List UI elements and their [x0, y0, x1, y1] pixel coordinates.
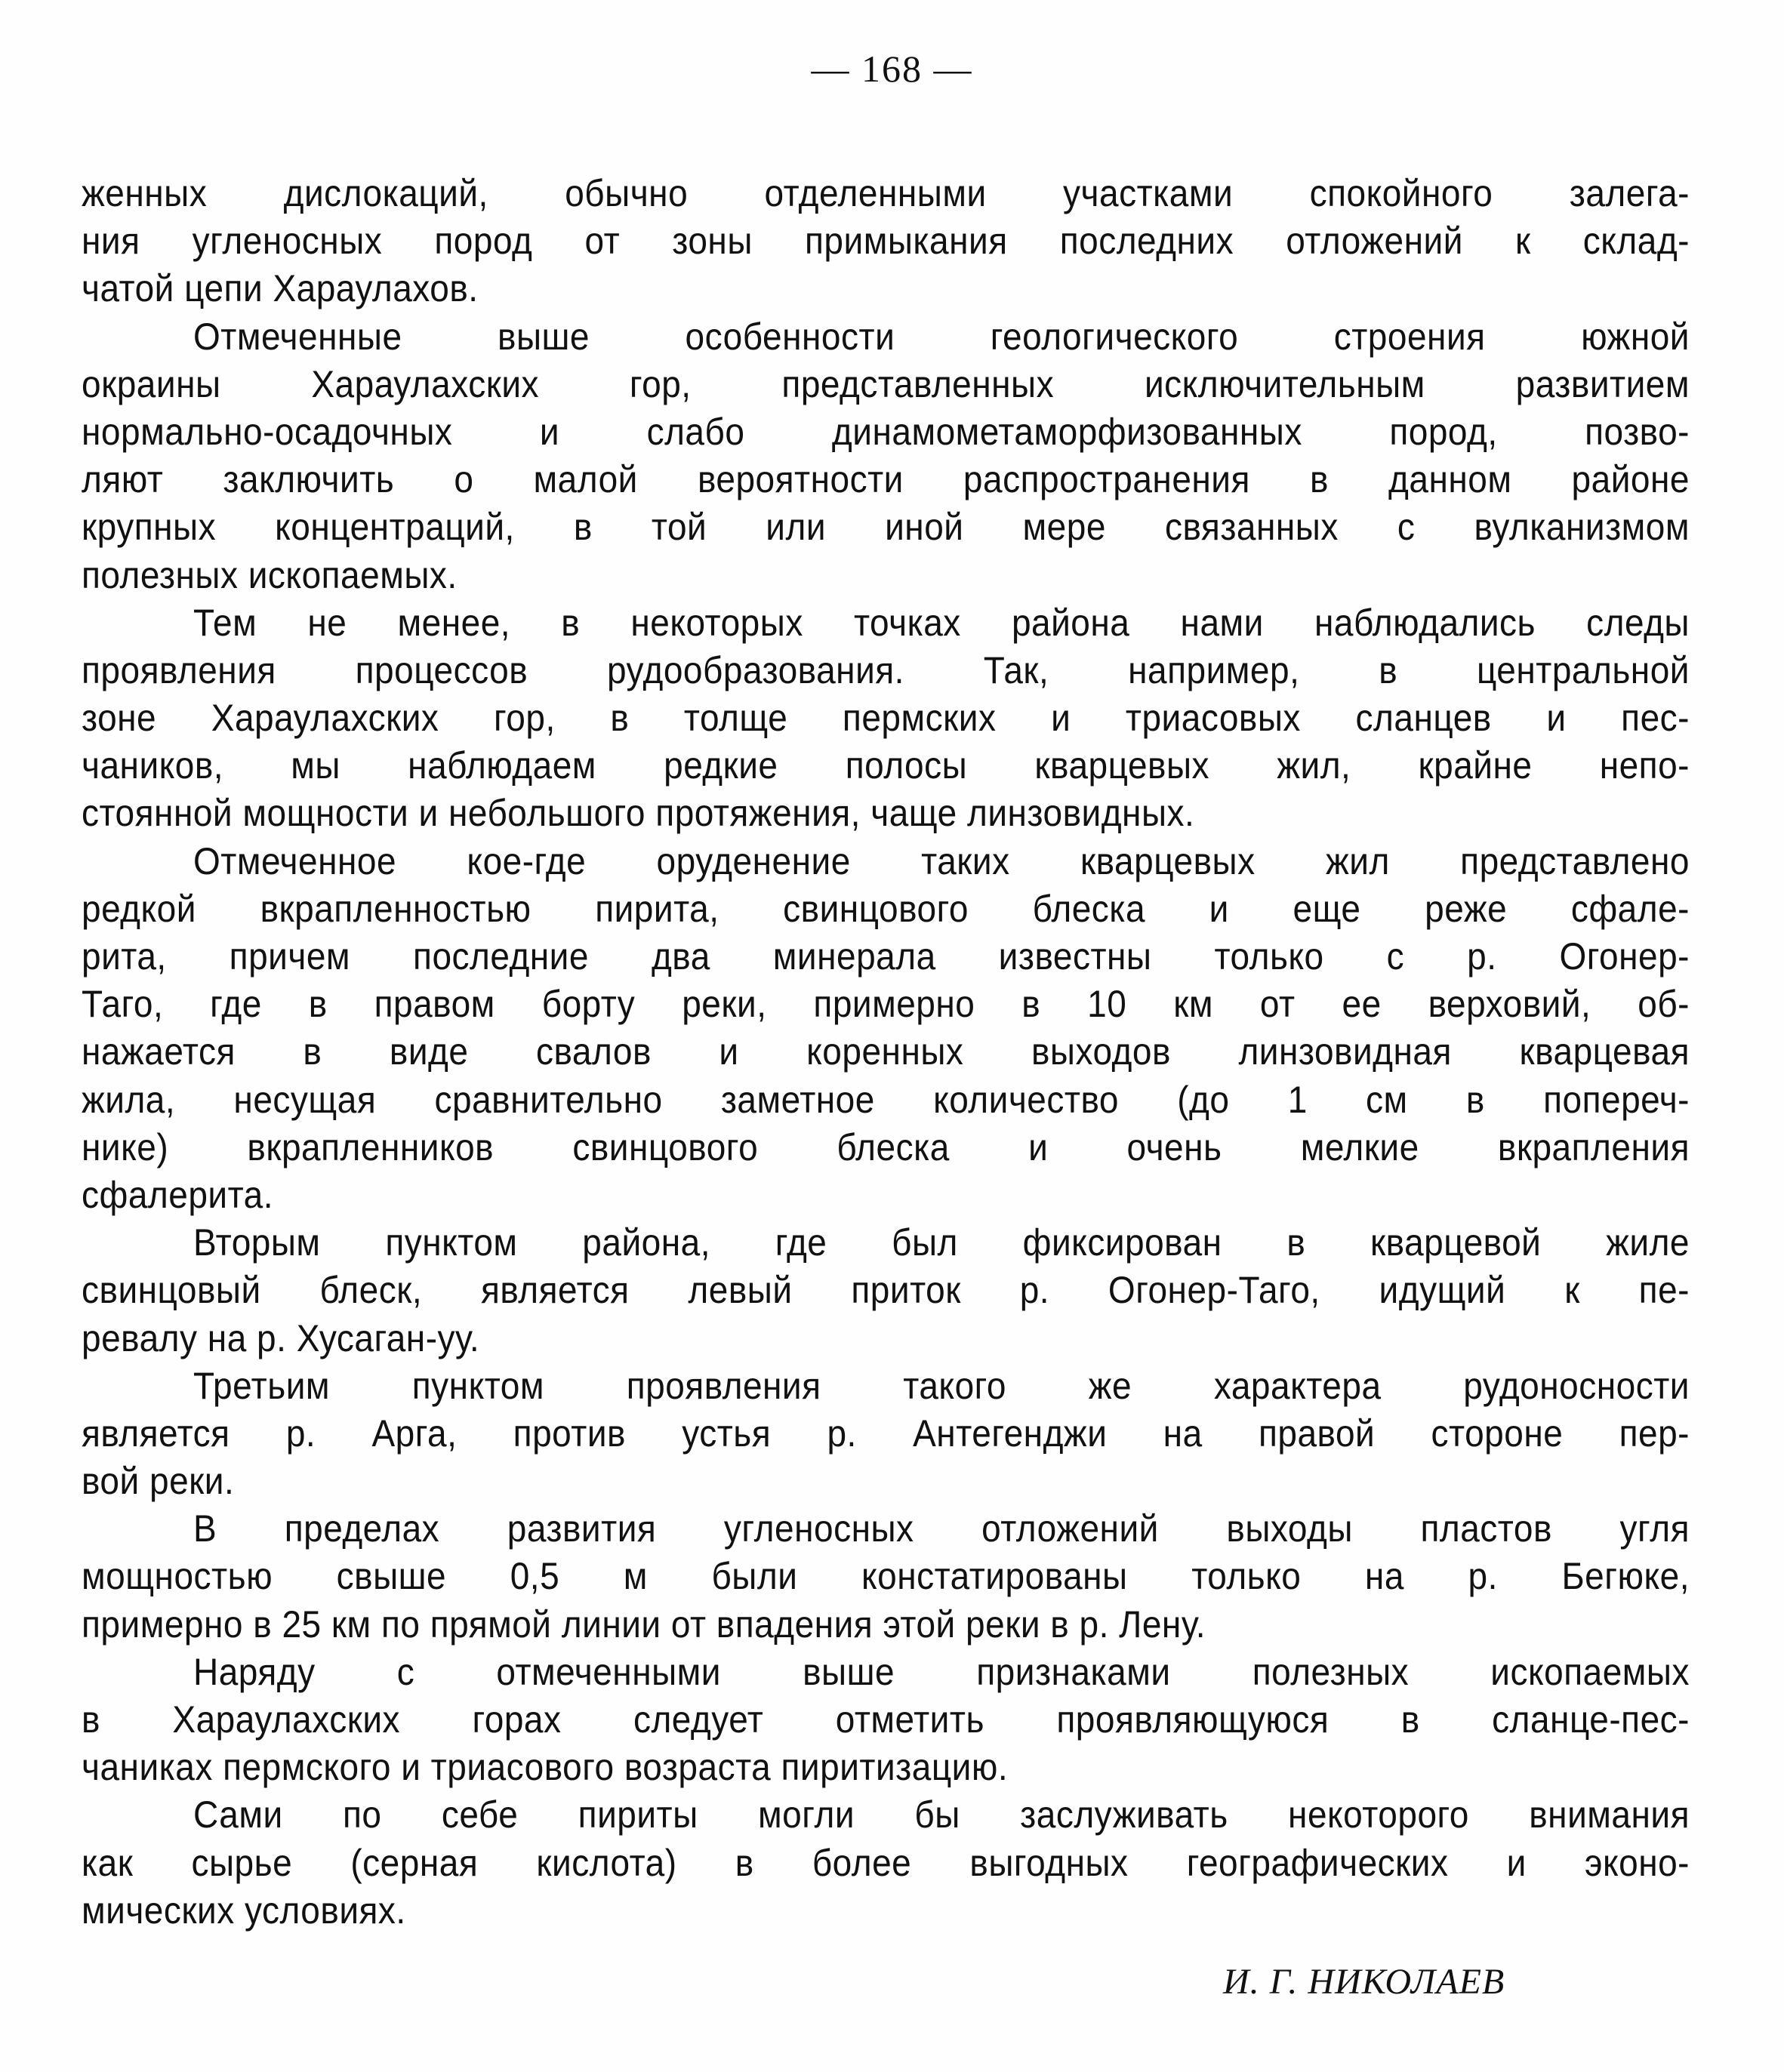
- paragraph: [82, 838, 1690, 1220]
- text-line: Отмеченное кое-где оруденение таких кварцевых жил представлено: [193, 839, 1690, 882]
- text-line: Третьим пунктом проявления такого же характера рудоносности: [193, 1364, 1690, 1407]
- text-line: жила, несущая сравнительно заметное количество (до 1 см в попереч-: [82, 1078, 1690, 1121]
- paragraph: [82, 599, 1690, 838]
- text-line: проявления процессов рудообразования. Так, например, в центральной: [82, 648, 1690, 691]
- text-line: женных дислокаций, обычно отделенными участками спокойного залега-: [82, 171, 1690, 215]
- text-line: Вторым пунктом района, где был фиксирован в кварцевой жиле: [193, 1221, 1690, 1264]
- text-line: вой реки.: [82, 1459, 235, 1503]
- text-line: Наряду с отмеченными выше признаками полезных ископаемых: [193, 1650, 1690, 1693]
- text-line: чатой цепи Хараулахов.: [82, 267, 479, 310]
- text-line: чаников, мы наблюдаем редкие полосы кварцевых жил, крайне непо-: [82, 744, 1690, 787]
- paragraph: [82, 170, 1690, 313]
- paragraph: [82, 1362, 1690, 1506]
- text-line: мощностью свыше 0,5 м были констатированы только на р. Бегюке,: [82, 1555, 1690, 1598]
- body-text: [82, 170, 1690, 1935]
- text-line: стоянной мощности и небольшого протяжения, чаще линзовидных.: [82, 792, 1195, 835]
- paragraph: [82, 1649, 1690, 1792]
- page-number: — 168 —: [811, 48, 973, 90]
- text-line: ляют заключить о малой вероятности распространения в данном районе: [82, 457, 1690, 501]
- paragraph: [82, 1505, 1690, 1649]
- text-line: как сырье (серная кислота) в более выгодных географических и эконо-: [82, 1841, 1690, 1884]
- paragraph: [82, 1791, 1690, 1935]
- text-line: окраины Хараулахских гор, представленных исключительным развитием: [82, 362, 1690, 405]
- text-line: примерно в 25 км по прямой линии от впадения этой реки в р. Лену.: [82, 1602, 1206, 1646]
- author-signature: И. Г. НИКОЛАЕВ: [1223, 1962, 1505, 2002]
- text-line: полезных ископаемых.: [82, 553, 458, 596]
- text-line: зоне Хараулахских гор, в толще пермских и триасовых сланцев и пес-: [82, 696, 1690, 740]
- text-line: ревалу на р. Хусаган-уу.: [82, 1316, 480, 1359]
- paragraph: [82, 313, 1690, 599]
- text-line: в Хараулахских горах следует отметить проявляющуюся в сланце-пес-: [82, 1698, 1690, 1741]
- text-line: В пределах развития угленосных отложений выходы пластов угля: [193, 1507, 1690, 1550]
- text-line: редкой вкрапленностью пирита, свинцового блеска и еще реже сфале-: [82, 887, 1690, 930]
- text-line: Отмеченные выше особенности геологического строения южной: [193, 315, 1690, 358]
- text-line: нике) вкрапленников свинцового блеска и очень мелкие вкрапления: [82, 1125, 1690, 1168]
- text-line: крупных концентраций, в той или иной мере связанных с вулканизмом: [82, 506, 1690, 549]
- text-line: свинцовый блеск, является левый приток р. Огонер-Таго, идущий к пе-: [82, 1269, 1690, 1312]
- text-line: сфалерита.: [82, 1173, 274, 1216]
- text-line: Тем не менее, в некоторых точках района нами наблюдались следы: [193, 601, 1690, 644]
- text-line: нажается в виде свалов и коренных выходов линзовидная кварцевая: [82, 1030, 1690, 1073]
- text-line: ния угленосных пород от зоны примыкания последних отложений к склад-: [82, 220, 1690, 263]
- text-line: рита, причем последние два минерала известны только с р. Огонер-: [82, 934, 1690, 978]
- text-line: Сами по себе пириты могли бы заслуживать некоторого внимания: [193, 1793, 1690, 1836]
- text-line: нормально-осадочных и слабо динамометаморфизованных пород, позво-: [82, 410, 1690, 453]
- text-line: является р. Арга, против устья р. Антегенджи на правой стороне пер-: [82, 1412, 1690, 1455]
- text-line: мических условиях.: [82, 1889, 406, 1932]
- text-line: чаниках пермского и триасового возраста пиритизацию.: [82, 1746, 1009, 1789]
- text-line: Таго, где в правом борту реки, примерно в 10 км от ее верховий, об-: [82, 983, 1690, 1026]
- paragraph: [82, 1219, 1690, 1362]
